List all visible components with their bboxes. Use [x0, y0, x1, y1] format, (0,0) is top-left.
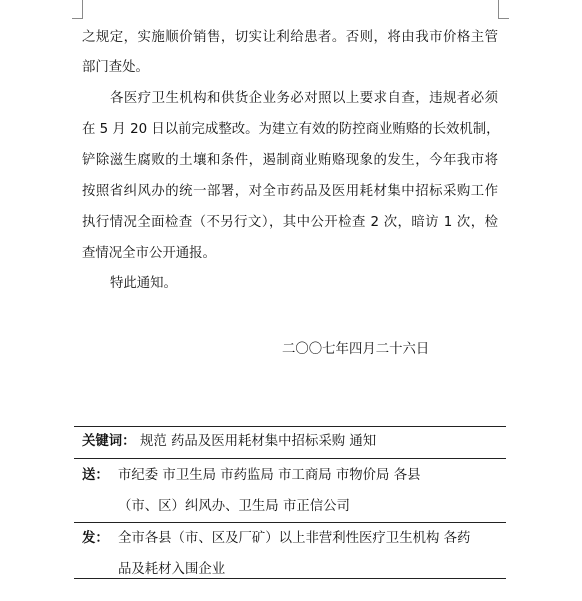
body-line-7: 执行情况全面检查（不另行文），其中公开检查 2 次，暗访 1 次，检: [82, 215, 498, 230]
body-line-8: 查情况全市公开通报。: [82, 246, 216, 261]
body-line-2: 部门查处。: [82, 60, 149, 75]
keywords-label: 关键词：: [82, 434, 136, 449]
footer-bottom-rule: [74, 578, 506, 579]
margin-corner-mark-right: [498, 0, 509, 19]
closing-line: 特此通知。: [110, 276, 177, 291]
body-line-1: 之规定，实施顺价销售，切实让利给患者。否则，将由我市价格主管: [82, 30, 498, 45]
send-label: 送：: [82, 468, 109, 483]
document-date: 二〇〇七年四月二十六日: [282, 342, 430, 357]
footer-top-rule: [74, 426, 506, 427]
body-line-3: 各医疗卫生机构和供货企业务必对照以上要求自查，违规者必须: [110, 91, 498, 106]
footer-rule-2: [74, 458, 506, 459]
footer-rule-3: [74, 522, 506, 523]
keywords-text: 规范 药品及医用耗材集中招标采购 通知: [140, 434, 377, 449]
send-recipients-line-2: （市、区）纠风办、卫生局 市正信公司: [118, 499, 350, 514]
margin-corner-mark-left: [72, 0, 83, 19]
issue-recipients-line-2: 品及耗材入围企业: [118, 562, 226, 577]
body-line-5: 铲除滋生腐败的土壤和条件，遏制商业贿赂现象的发生，今年我市将: [82, 153, 498, 168]
issue-recipients-line-1: 全市各县（市、区及厂矿）以上非营利性医疗卫生机构 各药: [118, 531, 471, 546]
issue-label: 发：: [82, 531, 109, 546]
body-line-6: 按照省纠风办的统一部署，对全市药品及医用耗材集中招标采购工作: [82, 184, 498, 199]
send-recipients-line-1: 市纪委 市卫生局 市药监局 市工商局 市物价局 各县: [118, 468, 421, 483]
body-line-4: 在 5 月 20 日以前完成整改。为建立有效的防控商业贿赂的长效机制，: [82, 122, 500, 137]
